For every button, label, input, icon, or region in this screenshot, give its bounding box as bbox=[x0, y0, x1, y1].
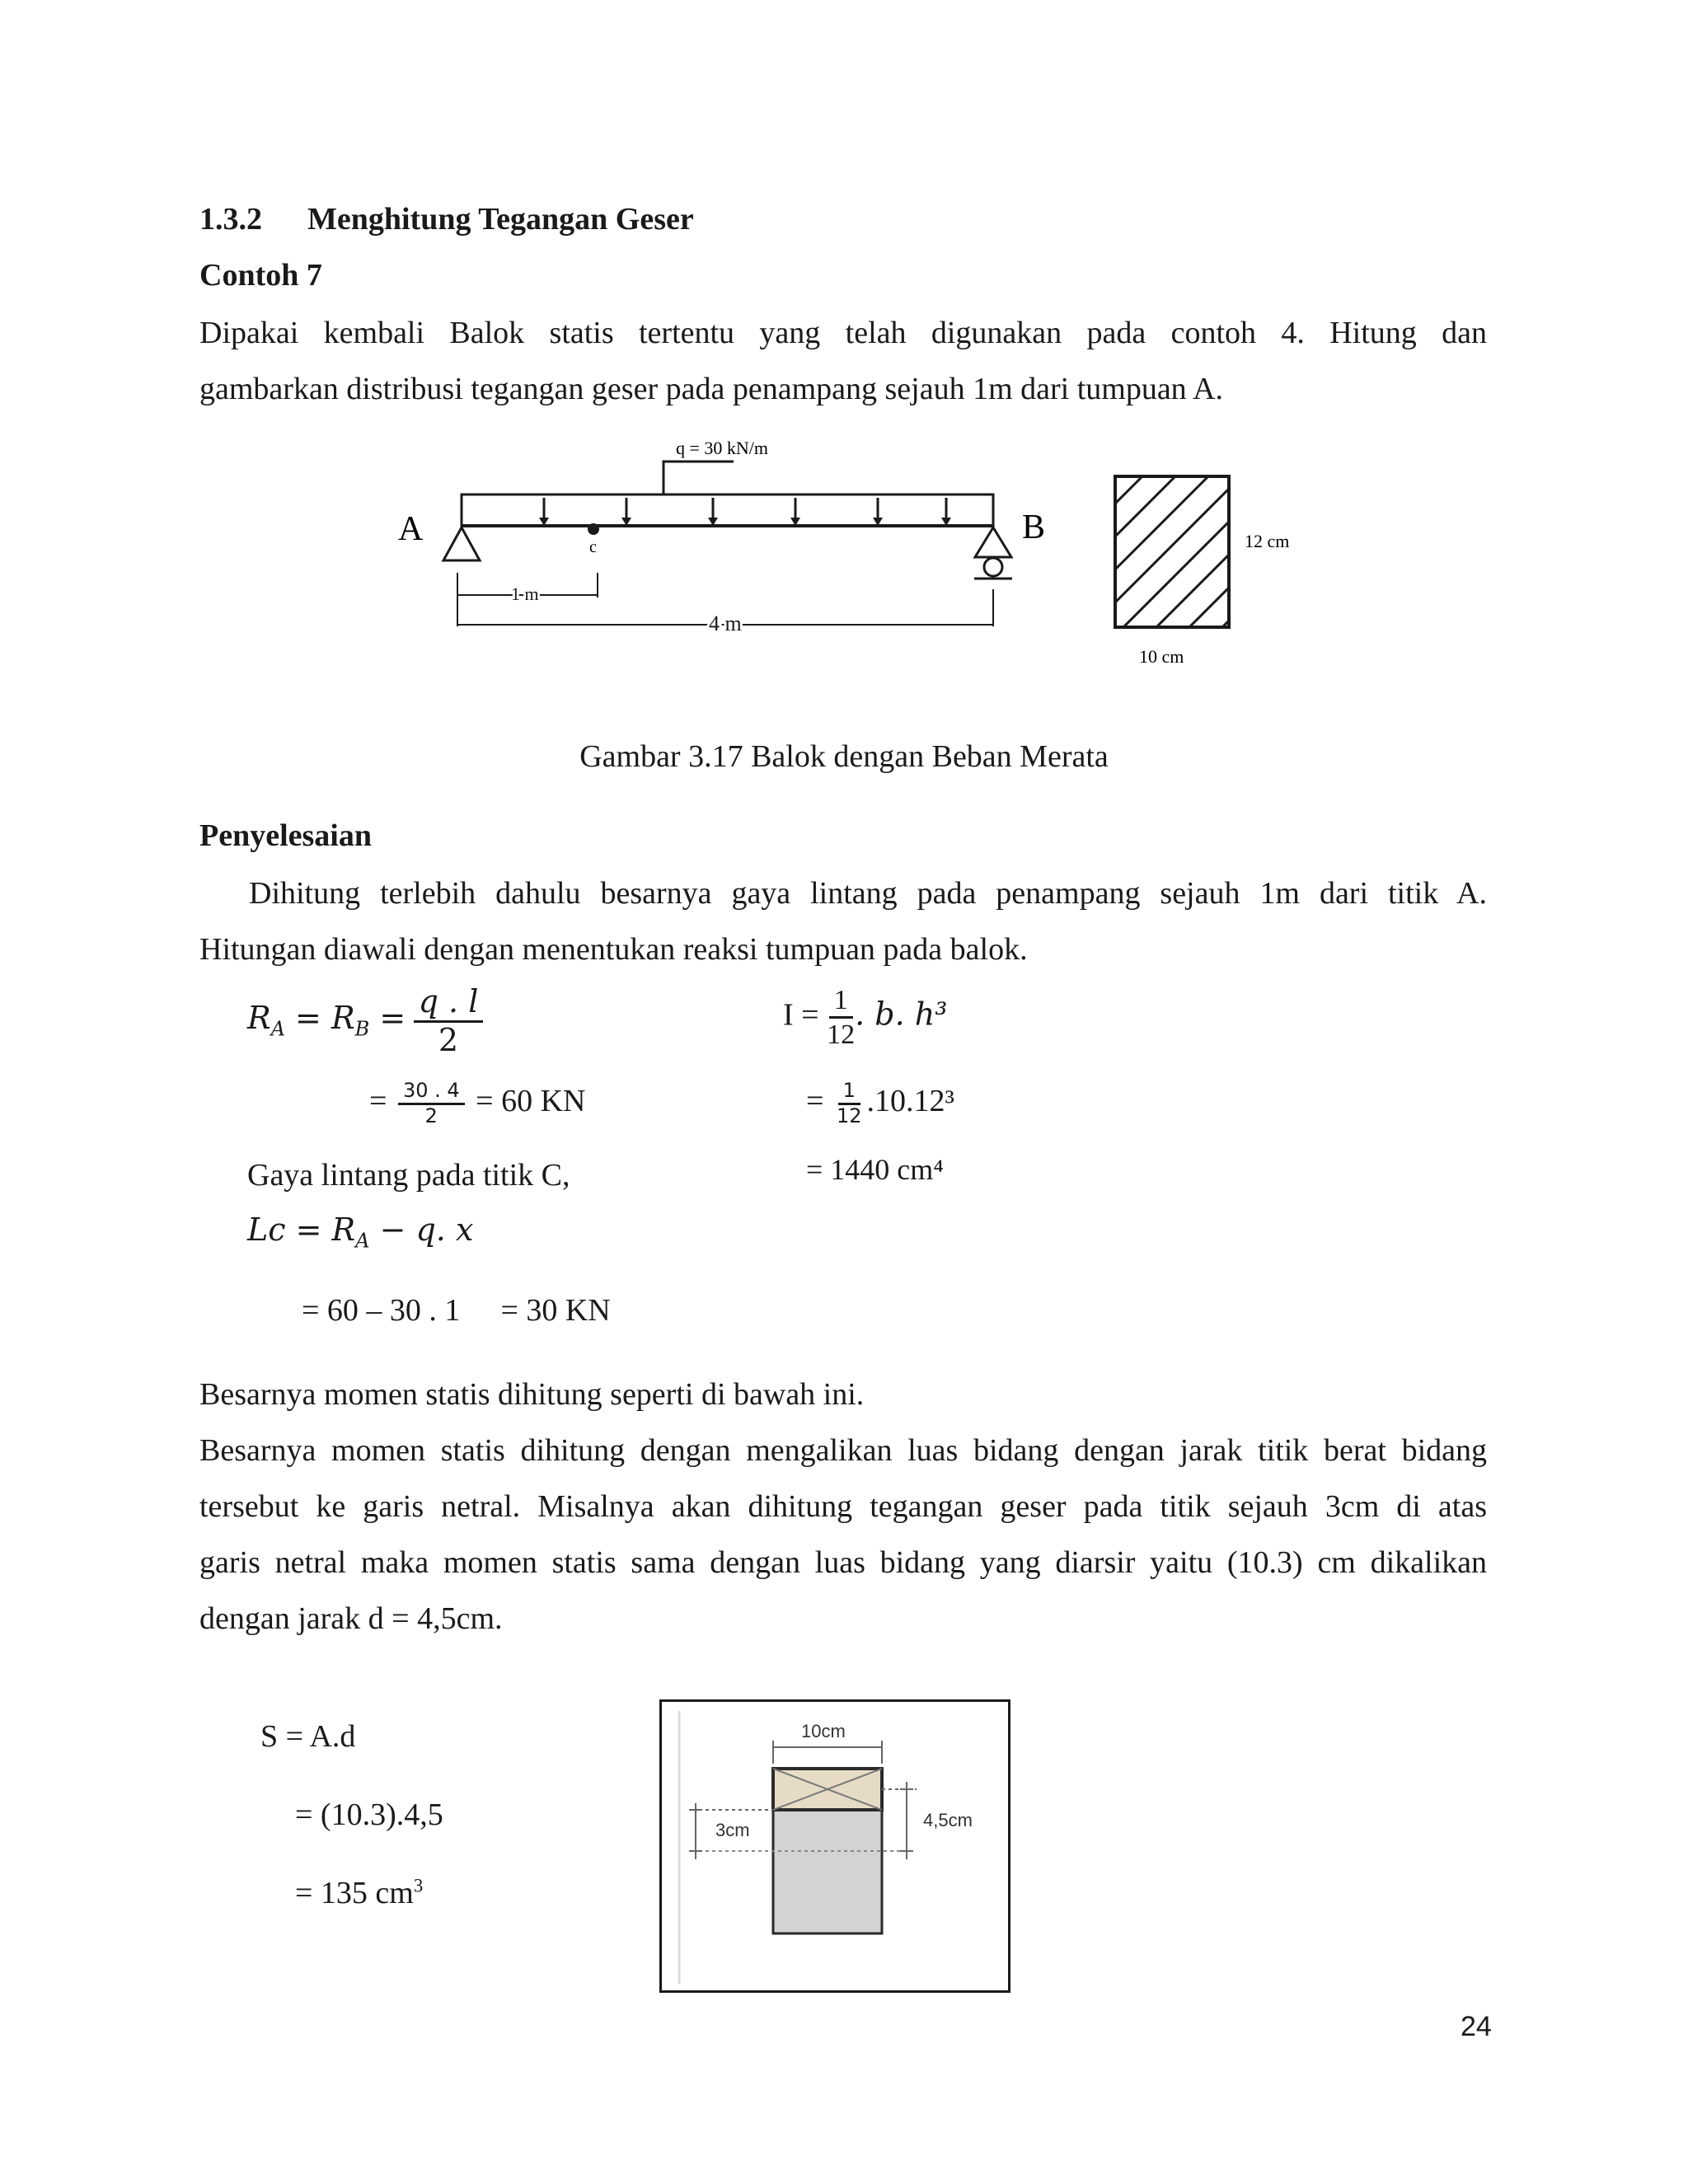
moment-para-line-3: garis netral maka momen statis sama dengan luas bidang yang diarsir yaitu (10.3) cm dikalikan bbox=[199, 1545, 1487, 1580]
moment-eq-3 bbox=[295, 1875, 423, 1911]
example-title: Contoh 7 bbox=[199, 258, 322, 293]
solution-para-line-2: Hitungan diawali dengan menentukan reaksi tumpuan pada balok. bbox=[199, 932, 1028, 967]
inertia-calc: = $\frac{1}{12}$ .10.12³ bbox=[806, 1079, 954, 1127]
lc-rest: − q. x bbox=[369, 1212, 474, 1248]
section-title: Menghitung Tegangan Geser bbox=[307, 202, 694, 237]
shear-intro: Gaya lintang pada titik C, bbox=[247, 1158, 570, 1193]
section-heading bbox=[199, 191, 694, 247]
inertia-numerator: 1 bbox=[829, 984, 853, 1019]
height-dim-label: 3cm bbox=[715, 1820, 750, 1840]
section-width-label: 10 cm bbox=[1139, 646, 1184, 667]
reaction-calc: = $\frac{30 . 4}{2}$ = 60 KN bbox=[369, 1079, 586, 1127]
load-arrows bbox=[544, 498, 946, 519]
section-figure bbox=[659, 1699, 1010, 1993]
moment-result-exponent: 3 bbox=[413, 1875, 424, 1896]
load-leader bbox=[663, 462, 734, 494]
support-b-label: B bbox=[1022, 509, 1046, 546]
point-c-marker bbox=[588, 523, 599, 535]
load-label: q = 30 kN/m bbox=[676, 438, 769, 458]
moment-result: = 135 cm bbox=[295, 1876, 414, 1910]
moment-intro: Besarnya momen statis dihitung seperti di bawah ini. bbox=[199, 1377, 865, 1412]
solution-para-line-1: Dihitung terlebih dahulu besarnya gaya lintang pada penampang sejauh 1m dari titik A. bbox=[249, 876, 1487, 911]
lc-formula: Lc = R bbox=[247, 1212, 356, 1248]
moment-para-line-4: dengan jarak d = 4,5cm. bbox=[199, 1601, 503, 1636]
inertia-lhs: I = bbox=[783, 997, 819, 1033]
inertia-denominator: 12 bbox=[827, 1019, 856, 1051]
rb-symbol: R bbox=[331, 999, 355, 1036]
inertia-formula bbox=[783, 984, 947, 1051]
moment-eq-1: S = A.d bbox=[260, 1719, 356, 1754]
rb-subscript: B bbox=[354, 1017, 370, 1041]
shear-calc bbox=[302, 1292, 611, 1329]
inertia-result: = 1440 cm⁴ bbox=[806, 1153, 944, 1186]
ra-value-numerator: 30 . 4 bbox=[398, 1080, 465, 1105]
moment-para-line-2: tersebut ke garis netral. Misalnya akan dihitung tegangan geser pada titik sejauh 3cm di atas bbox=[199, 1489, 1487, 1524]
lc-result: = 30 KN bbox=[500, 1293, 611, 1328]
inertia-rest: . b. h³ bbox=[855, 996, 948, 1033]
ra-symbol: R bbox=[247, 999, 271, 1036]
support-a-label: A bbox=[398, 510, 424, 548]
intro-line-1: Dipakai kembali Balok statis tertentu yang telah digunakan pada contoh 4. Hitung dan bbox=[199, 316, 1487, 350]
roller-support-b bbox=[975, 527, 1011, 557]
reaction-formula: $R_A = R_B$ = $\frac{q . l}{2}$ bbox=[247, 984, 483, 1058]
page-number: 24 bbox=[1461, 2011, 1492, 2042]
dimension-1m-label: 1 m bbox=[511, 583, 539, 604]
distance-dim-label: 4,5cm bbox=[923, 1810, 973, 1830]
section-number: 1.3.2 bbox=[199, 202, 262, 237]
pin-support-a bbox=[443, 527, 480, 560]
roller-wheel bbox=[984, 558, 1002, 576]
point-c-label: c bbox=[589, 538, 597, 556]
beam-figure bbox=[387, 429, 1343, 676]
lc-subscript: A bbox=[355, 1229, 370, 1253]
inertia-value-rest: .10.12³ bbox=[866, 1083, 954, 1118]
inertia-value-denominator: 12 bbox=[836, 1104, 862, 1127]
solution-heading: Penyelesaian bbox=[199, 818, 372, 853]
ra-result: = 60 KN bbox=[476, 1083, 586, 1118]
figure-caption: Gambar 3.17 Balok dengan Beban Merata bbox=[579, 739, 1109, 774]
section-width-dim-label: 10cm bbox=[801, 1721, 846, 1741]
section-height-label: 12 cm bbox=[1245, 531, 1290, 551]
cross-section-hatch bbox=[1107, 476, 1343, 644]
ra-subscript: A bbox=[270, 1017, 285, 1041]
moment-para-line-1: Besarnya momen statis dihitung dengan mengalikan luas bidang dengan jarak titik berat bidang bbox=[199, 1433, 1487, 1468]
ra-denominator: 2 bbox=[438, 1021, 459, 1058]
dimension-4m-label: 4 m bbox=[709, 612, 742, 635]
intro-line-2: gambarkan distribusi tegangan geser pada penampang sejauh 1m dari tumpuan A. bbox=[199, 372, 1224, 406]
ra-numerator: q . l bbox=[414, 984, 484, 1023]
inertia-value-numerator: 1 bbox=[838, 1080, 860, 1105]
moment-eq-2: = (10.3).4,5 bbox=[295, 1797, 443, 1832]
shear-formula bbox=[247, 1212, 473, 1253]
ra-value-denominator: 2 bbox=[424, 1104, 438, 1127]
lc-calc: = 60 – 30 . 1 bbox=[302, 1293, 461, 1328]
